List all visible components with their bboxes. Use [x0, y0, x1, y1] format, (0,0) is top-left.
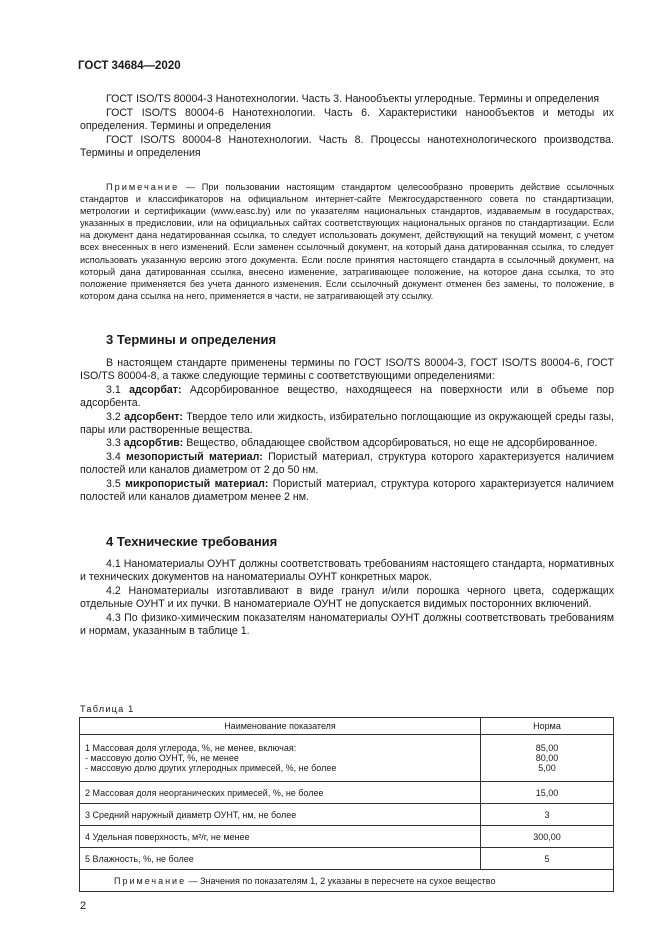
cell-text: 4 Удельная поверхность, м²/г, не менее [85, 831, 250, 842]
cell-value: 5,00 [538, 763, 556, 773]
section-3-intro: В настоящем стандарте применены термины по ГОСТ ISO/TS 80004-3, ГОСТ ISO/TS 80004-6, ГОСТ ISO/TS 80004-8, а также следующие термины с соответствующими определениями: [80, 357, 614, 383]
references-note [80, 181, 614, 302]
cell-text: 1 Массовая доля углерода, %, не менее, включая: [85, 743, 297, 753]
cell-text: - массовую долю других углеродных примесей, %, не более [85, 763, 337, 773]
cell-value: 300,00 [533, 831, 561, 842]
column-header-norm: Норма [481, 718, 614, 735]
cell-text: - массовую долю ОУНТ, %, не менее [85, 753, 239, 763]
cell-value: 15,00 [535, 787, 559, 798]
table-caption: Таблица 1 [80, 704, 135, 714]
term-name: мезопористый материал: [126, 450, 263, 463]
term-name: адсорбтив: [123, 437, 184, 450]
reference-item: ГОСТ ISO/TS 80004-8 Нанотехнологии. Часть 8. Процессы нанотехнологического производства. Термины и определения [80, 133, 614, 160]
note-label: Примечание [106, 182, 180, 192]
cell-text: 2 Массовая доля неорганических примесей, %, не более [85, 787, 324, 798]
cell-value: 3 [544, 809, 550, 820]
cell-value: 80,00 [535, 753, 559, 763]
reference-item: ГОСТ ISO/TS 80004-6 Нанотехнологии. Часть 6. Характеристики нанообъектов и методы их определения. Термины и определения [80, 106, 614, 133]
term-definition: 3.5 микропористый материал: Пористый материал, структура которого характеризуется наличием полостей или каналов диаметром менее 2 нм. [80, 477, 614, 504]
table-row [80, 848, 614, 870]
cell-text: 5 Влажность, %, не более [85, 853, 194, 864]
term-name: микропористый материал: [125, 477, 269, 490]
term-name: адсорбат: [129, 383, 182, 396]
table-row [80, 735, 614, 782]
page-number: 2 [80, 900, 87, 912]
table-note-row [80, 870, 614, 892]
reference-item: ГОСТ ISO/TS 80004-3 Нанотехнологии. Часть 3. Нанообъекты углеродные. Термины и определения [106, 93, 600, 105]
section-3-title: 3 Термины и определения [106, 332, 277, 347]
requirements-table [79, 717, 614, 892]
document-header: ГОСТ 34684—2020 [78, 60, 181, 72]
table-note-label: Примечание [114, 875, 187, 886]
section-3-body [80, 357, 614, 504]
table-header-row [80, 718, 614, 735]
note-text: — При пользовании настоящим стандартом целесообразно проверить действие ссылочных стандартов и классификаторов на официальном интернет-сайте Межгосударственного совета по стандартизации, метрологии и сертификации (www.easc.by) или по указателям национальных стандартов, издаваемым в государствах, указанных в предисловии, или на официальных сайтах соответствующих национальных органов по стандартизации. Если на документ дана недатированная ссылка, то следует использовать документ, действующий на текущий момент, с учетом всех внесенных в него изменений. Если заменен ссылочный документ, на который дана датированная ссылка, то следует использовать указанную версию этого документа. Если после принятия настоящего стандарта в ссылочный документ, на который дана датированная ссылка, внесено изменение, затрагивающее положение, на которое дана ссылка, то это положение применяется без учета данного изменения. Если ссылочный документ отменен без замены, то положение, в котором дана ссылка на него, применяется в части, не затрагивающей эту ссылку. [80, 182, 614, 301]
table-row [80, 782, 614, 804]
term-definition: 3.3 адсорбтив: Вещество, обладающее свойством адсорбироваться, но еще не адсорбированное. [106, 437, 598, 450]
term-definition: 3.1 адсорбат: Адсорбированное вещество, находящееся на поверхности или в объеме пор адсорбента. [80, 383, 614, 410]
term-name: адсорбент: [124, 410, 183, 423]
table-row [80, 804, 614, 826]
column-header-name: Наименование показателя [80, 718, 481, 735]
cell-value: 5 [544, 853, 550, 864]
term-definition: 3.2 адсорбент: Твердое тело или жидкость, избирательно поглощающие из окружающей среды газы, пары или растворенные вещества. [80, 410, 614, 437]
requirement-paragraph: 4.1 Наноматериалы ОУНТ должны соответствовать требованиям настоящего стандарта, нормативных и технических документов на наноматериалы ОУНТ конкретных марок. [80, 558, 614, 584]
section-4-title: 4 Технические требования [106, 534, 278, 549]
reference-list [80, 93, 614, 161]
requirement-paragraph: 4.3 По физико-химическим показателям наноматериалы ОУНТ должны соответствовать требованиям и нормам, указанным в таблице 1. [80, 611, 614, 638]
term-definition: 3.4 мезопористый материал: Пористый материал, структура которого характеризуется наличием полостей или каналов диаметром от 2 до 50 нм. [80, 450, 614, 477]
table-note-text: — Значения по показателям 1, 2 указаны в пересчете на сухое вещество [186, 875, 496, 886]
cell-value: 85,00 [535, 743, 559, 753]
section-4-body [80, 558, 614, 638]
cell-text: 3 Средний наружный диаметр ОУНТ, нм, не более [85, 809, 297, 820]
requirement-paragraph: 4.2 Наноматериалы изготавливают в виде гранул и/или порошка черного цвета, содержащих отдельные ОУНТ и их пучки. В наноматериале ОУНТ не допускается видимых посторонних включений. [80, 584, 614, 611]
table-row [80, 826, 614, 848]
